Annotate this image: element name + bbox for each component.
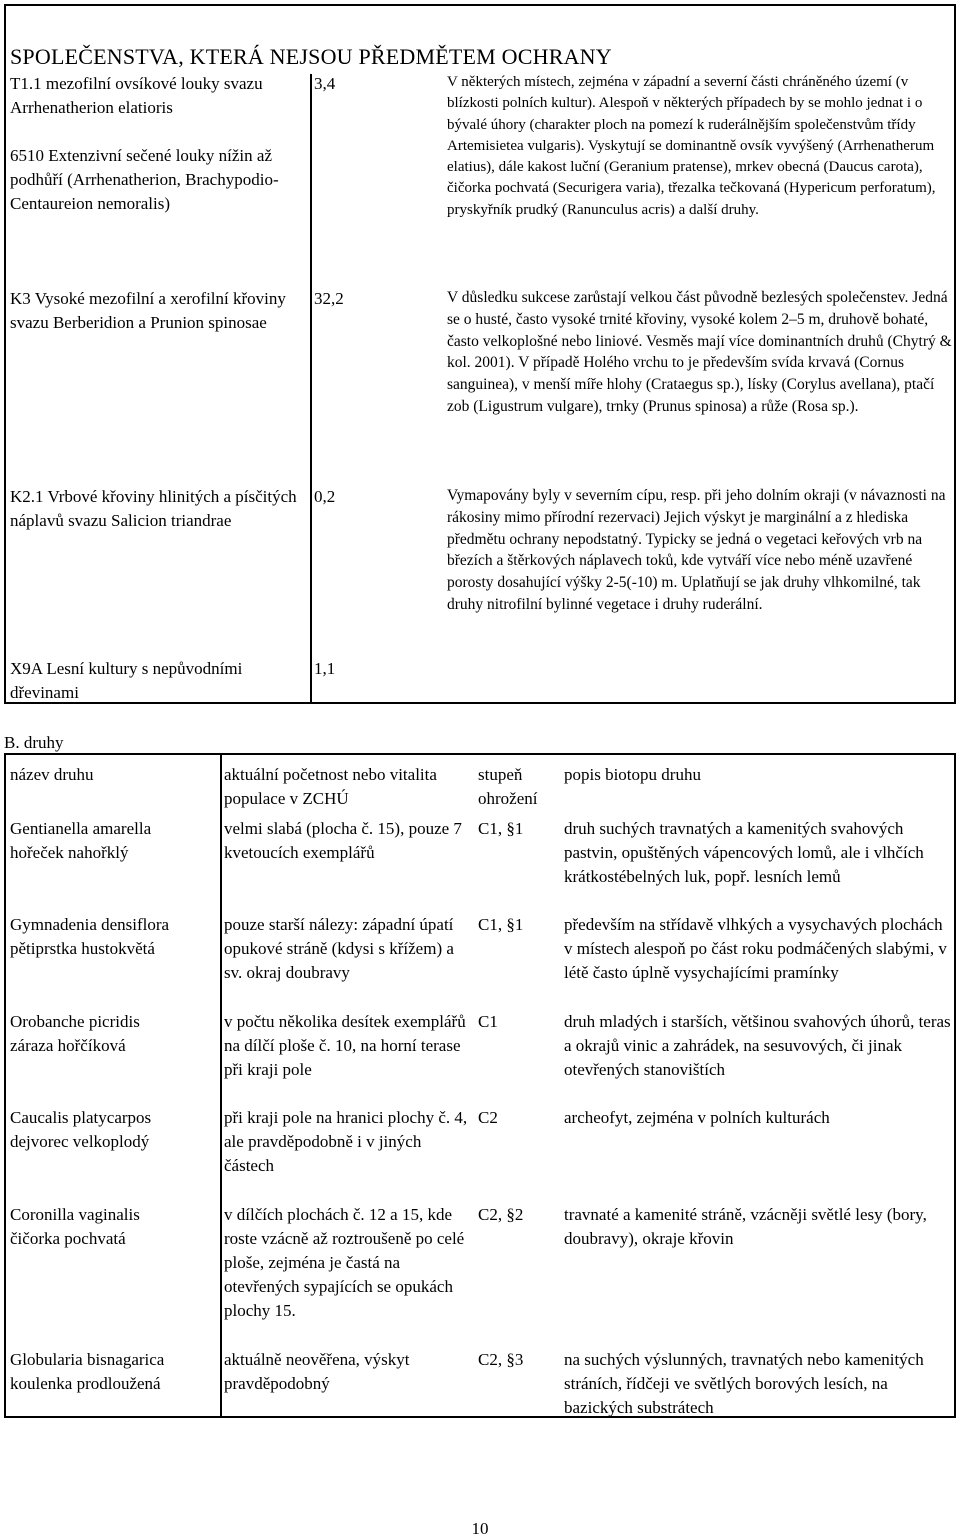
species-latin: Coronilla vaginalis — [10, 1205, 140, 1224]
species-czech: dejvorec velkoplodý — [10, 1132, 150, 1151]
species-threat: C1, §1 — [478, 915, 524, 934]
species-czech: pětiprstka hustokvětá — [10, 939, 155, 958]
species-threat: C1, §1 — [478, 819, 524, 838]
community-name: K2.1 Vrbové křoviny hlinitých a písčitých náplavů svazu Salicion triandrae — [10, 487, 297, 530]
species-name — [10, 1106, 220, 1154]
community-area: 32,2 — [314, 289, 344, 308]
header-threat: stupeň ohrožení — [478, 765, 538, 808]
community-name: K3 Vysoké mezofilní a xerofilní křoviny svazu Berberidion a Prunion spinosae — [10, 289, 286, 332]
species-latin: Gentianella amarella — [10, 819, 152, 838]
species-threat: C2 — [478, 1108, 498, 1127]
species-threat: C2, §2 — [478, 1205, 524, 1224]
community-area: 0,2 — [314, 487, 336, 506]
community-name: X9A Lesní kultury s nepůvodními dřevinami — [10, 659, 243, 702]
species-czech: čičorka pochvatá — [10, 1229, 126, 1248]
species-threat: C1 — [478, 1012, 498, 1031]
species-status: velmi slabá (plocha č. 15), pouze 7 kvetoucích exemplářů — [224, 819, 462, 862]
species-name — [10, 817, 220, 865]
species-latin: Caucalis platycarpos — [10, 1108, 152, 1127]
species-czech: záraza hořčíková — [10, 1036, 126, 1055]
species-latin: Gymnadenia densiflora — [10, 915, 170, 934]
communities-table — [4, 4, 956, 704]
page-number: 10 — [471, 1519, 489, 1538]
species-status: v dílčích plochách č. 12 a 15, kde roste vzácně až roztroušeně po celé ploše, zejména je častá na otevřených sypajících se opukách plochy 15. — [224, 1205, 465, 1320]
header-status: aktuální početnost nebo vitalita populace v ZCHÚ — [224, 765, 437, 808]
column-divider — [310, 74, 312, 702]
species-name — [10, 1203, 220, 1251]
community-description: V důsledku sukcese zarůstají velkou část původně bezlesých společenstev. Jedná se o husté, často vysoké trnité křoviny, vysoké kolem 2–5 m, druhově bohaté, často velkoplošné nebo liniové. Vesměs mají více dominantních druhů (Chytrý & kol. 2001). V případě Holého vrchu to je především svída krvavá (Cornus sanguinea), v menší míře hlohy (Crataegus sp.), lísky (Corylus avellana), ptačí zob (Ligustrum vulgare), trnky (Prunus spinosa) a růže (Rosa sp.). — [447, 289, 952, 415]
section-b-label: B. druhy — [4, 733, 64, 752]
species-habitat: na suchých výslunných, travnatých nebo kamenitých stráních, řídčeji ve světlých borových lesích, na bazických substrátech — [564, 1350, 924, 1417]
community-area: 1,1 — [314, 659, 336, 678]
species-habitat: druh suchých travnatých a kamenitých svahových pastvin, opuštěných vápencových lomů, ale i vlhčích krátkostébelných luk, popř. lesních lemů — [564, 819, 924, 886]
species-czech: koulenka prodloužená — [10, 1374, 161, 1393]
species-name — [10, 1010, 220, 1058]
species-name — [10, 913, 220, 961]
species-latin: Globularia bisnagarica — [10, 1350, 165, 1369]
species-habitat: travnaté a kamenité stráně, vzácněji světlé lesy (bory, doubravy), okraje křovin — [564, 1205, 927, 1248]
species-threat: C2, §3 — [478, 1350, 524, 1369]
species-habitat: především na střídavě vlhkých a vysychavých plochách v místech alespoň po část roku podmáčených slabými, v létě často úplně vysychajícími pramínky — [564, 915, 947, 982]
communities-header: SPOLEČENSTVA, KTERÁ NEJSOU PŘEDMĚTEM OCHRANY — [10, 44, 612, 69]
species-name — [10, 1348, 220, 1396]
species-habitat: archeofyt, zejména v polních kulturách — [564, 1108, 830, 1127]
species-latin: Orobanche picridis — [10, 1012, 140, 1031]
community-description: V některých místech, zejména v západní a severní části chráněného území (v blízkosti polních kultur). Alespoň v některých případech by se mohlo jednat i o bývalé úhory (charakter ploch na pomezí k ruderálnějším společenstvům třídy Artemisietea vulgaris). Vyskytují se dominantně ovsík vyvýšený (Arrhenatherum elatius), dále kakost luční (Geranium pratense), mrkev obecná (Daucus carota), čičorka pochvatá (Securigera varia), třezalka tečkovaná (Hypericum perforatum), pryskyřník prudký (Ranunculus acris) a další druhy. — [447, 74, 936, 218]
species-status: aktuálně neověřena, výskyt pravděpodobný — [224, 1350, 410, 1393]
community-description: Vymapovány byly v severním cípu, resp. při jeho dolním okraji (v návaznosti na rákosiny mimo přírodní rezervaci) Jejich výskyt je marginální a z hlediska předmětu ochrany nepodstatný. Typicky se jedná o vegetaci keřových vrb na březích a štěrkových náplavech toků, kde vytváří více nebo méně uzavřené porosty dosahující výšky 2-5(-10) m. Uplatňují se jak druhy vlhkomilné, tak druhy nitrofilní bylinné vegetace i druhy ruderální. — [447, 487, 946, 613]
species-table — [4, 753, 956, 1418]
species-status: pouze starší nálezy: západní úpatí opukové stráně (kdysi s křížem) a sv. okraj doubravy — [224, 915, 454, 982]
species-status: v počtu několika desítek exemplářů na dílčí ploše č. 10, na horní terase při kraji pole — [224, 1012, 466, 1079]
header-habitat: popis biotopu druhu — [564, 765, 701, 784]
species-czech: hořeček nahořklý — [10, 843, 129, 862]
header-name: název druhu — [10, 765, 94, 784]
community-area: 3,4 — [314, 74, 336, 93]
species-habitat: druh mladých i starších, většinou svahových úhorů, teras a okrajů vinic a zahrádek, na sesuvových, či jinak otevřených stanovištích — [564, 1012, 951, 1079]
column-divider — [220, 755, 222, 1416]
species-status: při kraji pole na hranici plochy č. 4, ale pravděpodobně i v jiných částech — [224, 1108, 468, 1175]
community-name: T1.1 mezofilní ovsíkové louky svazu Arrhenatherion elatioris 6510 Extenzivní sečené louky nížin až podhůří (Arrhenatherion, Brachypodio-Centaureion nemoralis) — [10, 74, 279, 213]
